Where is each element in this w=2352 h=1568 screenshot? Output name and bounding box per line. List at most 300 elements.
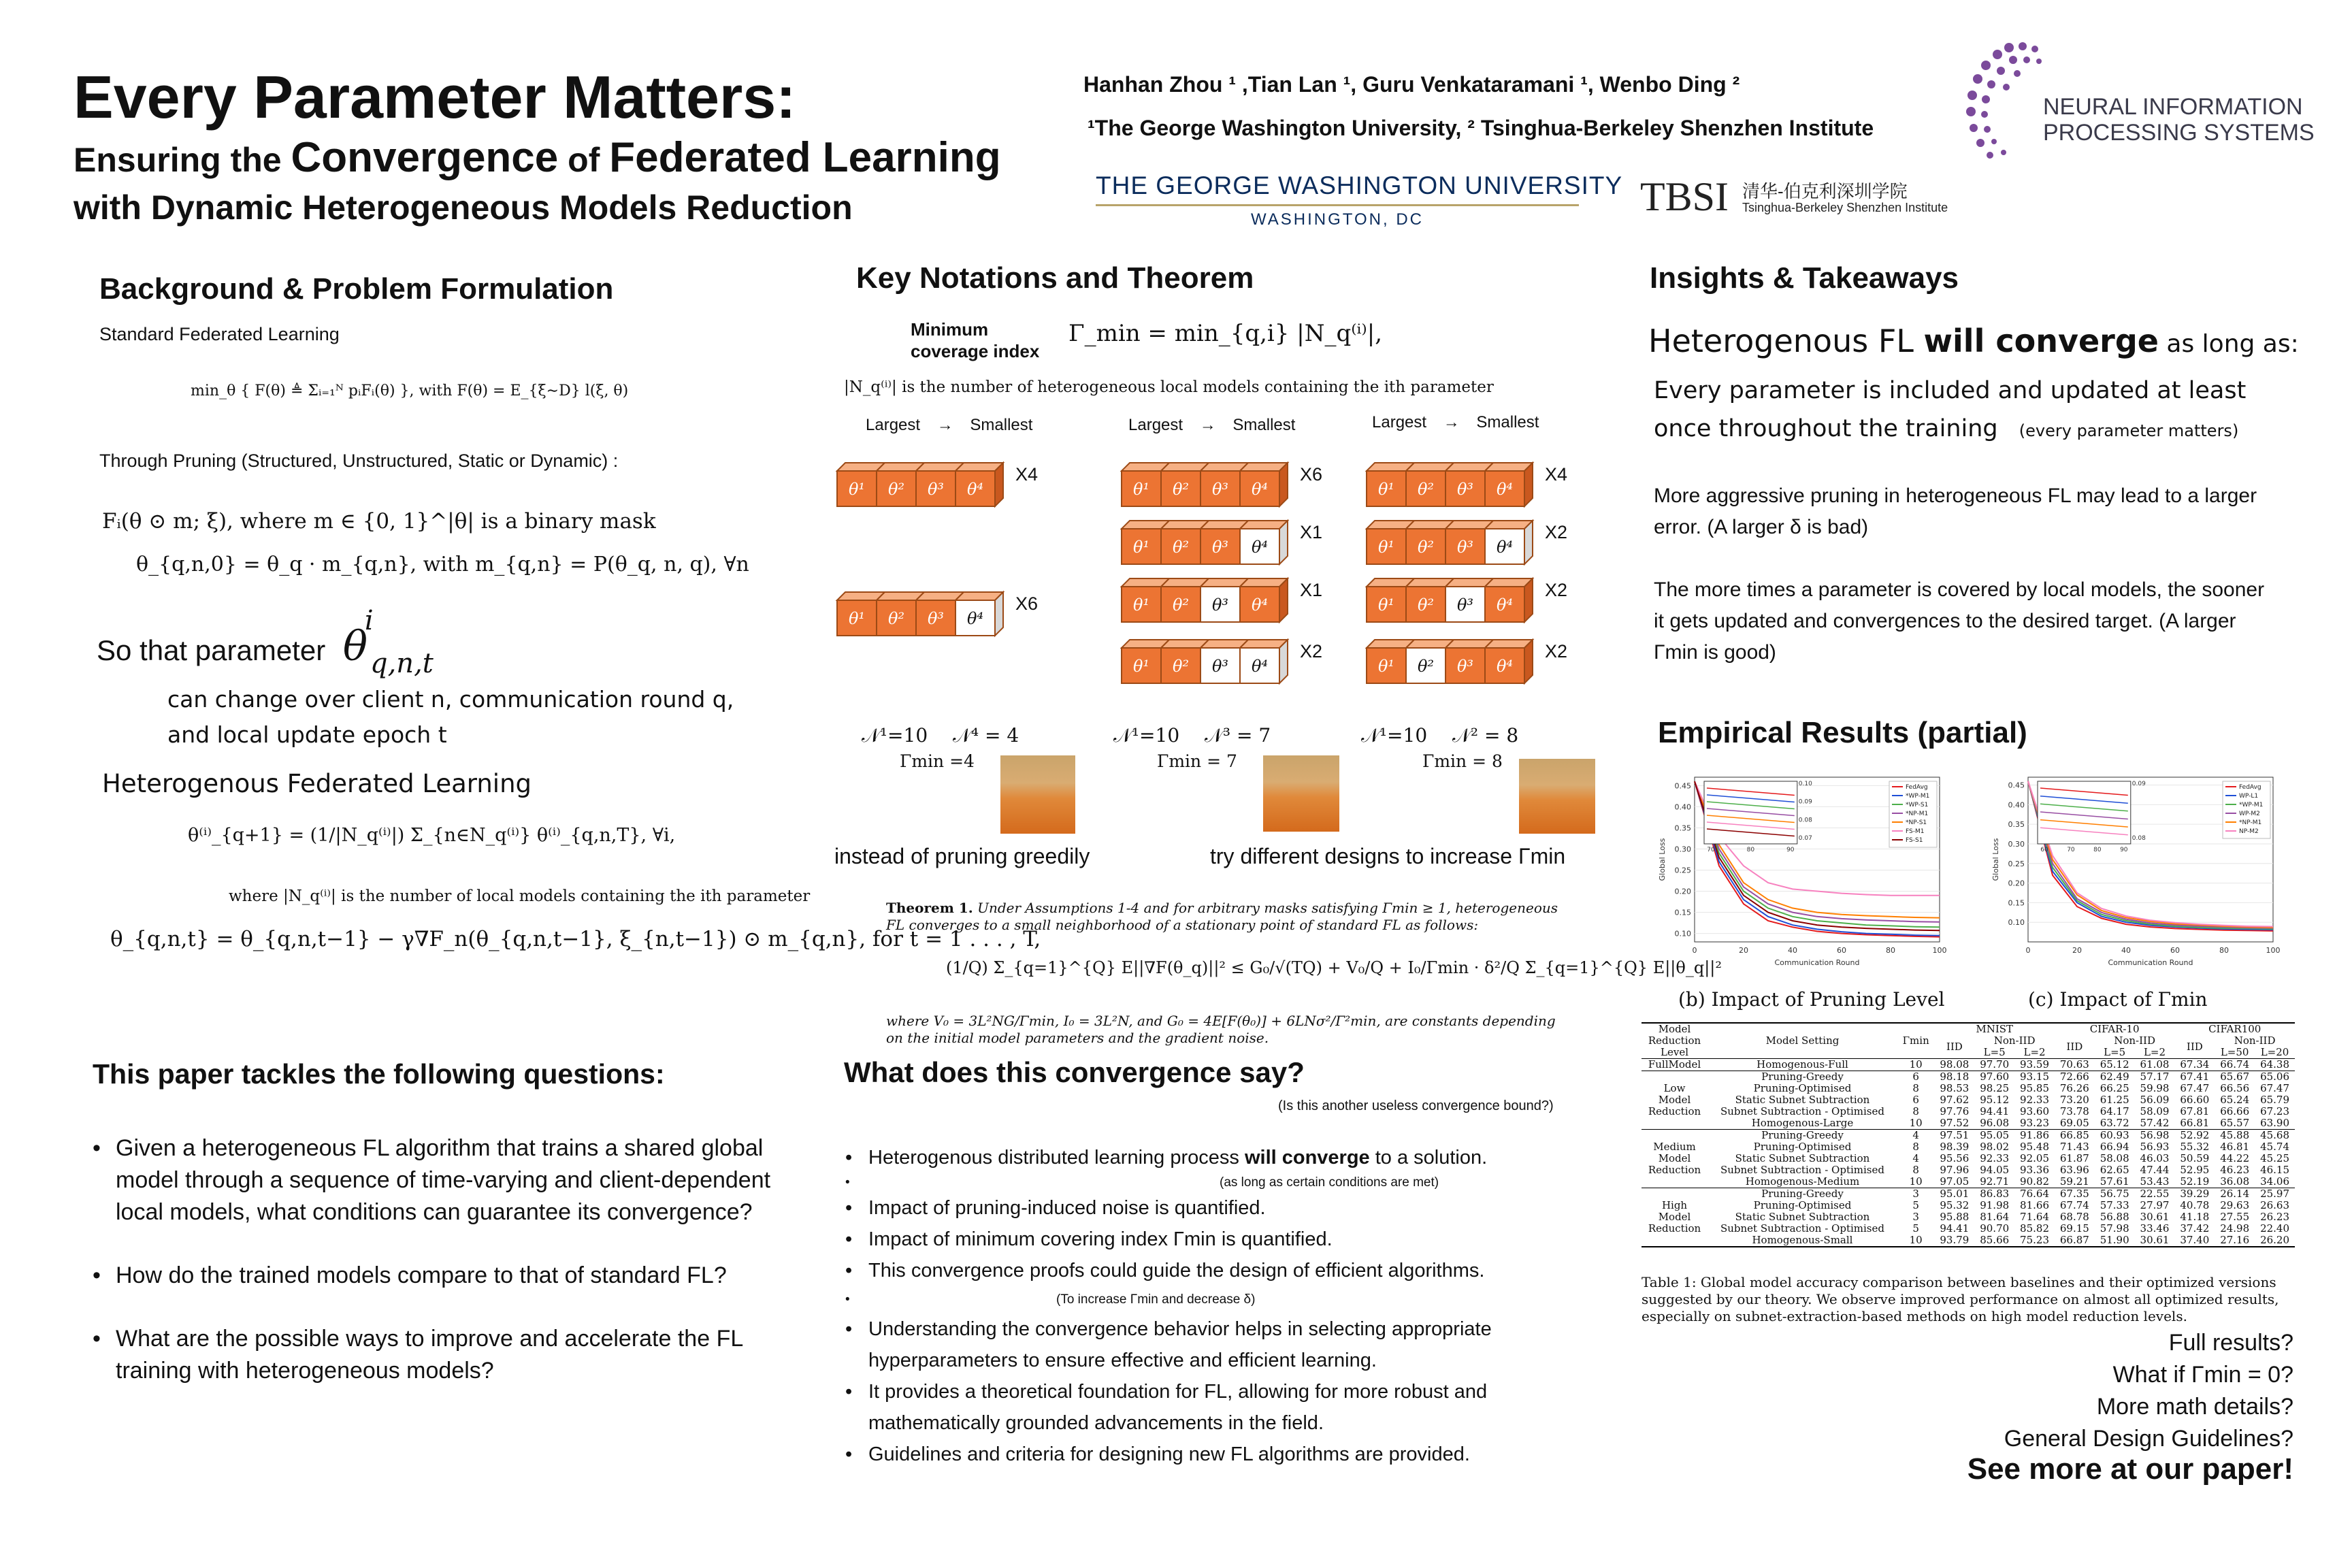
row-value: 47.44 (2140, 1164, 2170, 1176)
convergence-note (845, 1173, 1580, 1192)
table-row (1642, 1211, 2295, 1223)
table-row (1642, 1071, 2295, 1083)
legend-entry: WP-M2 (2239, 811, 2260, 817)
row-value: 37.42 (2180, 1222, 2210, 1235)
row-value: 93.15 (2020, 1071, 2049, 1083)
row-setting: Homogenous-Medium (1745, 1175, 1860, 1188)
gwu-logo-rule (1096, 204, 1579, 206)
row-setting: Static Subnet Subtraction (1735, 1152, 1870, 1164)
y-tick-label: 0.40 (1674, 802, 1691, 812)
table-header-row (1642, 1023, 2295, 1035)
header-dataset: MNIST (1976, 1023, 2014, 1035)
inset-x-tick: 60 (2040, 846, 2048, 853)
so-that-text: So that parameter (97, 634, 326, 666)
x-tick-label: 100 (2266, 946, 2280, 955)
row-value: 30.61 (2140, 1211, 2170, 1223)
row-setting: Pruning-Greedy (1761, 1188, 1844, 1200)
convergence-item: • This convergence proofs could guide the design of efficient algorithms. (845, 1255, 1580, 1286)
model-row (837, 463, 1038, 506)
param-box-side (1524, 463, 1533, 506)
row-value: 26.23 (2260, 1211, 2290, 1223)
row-multiplier: X1 (1300, 580, 1323, 600)
row-gamma: 8 (1912, 1164, 1919, 1176)
row-value: 58.08 (2100, 1152, 2129, 1164)
legend-entry: WP-L1 (2239, 793, 2259, 800)
table-caption: Table 1: Global model accuracy comparison between baselines and their optimized versions suggested by our theory. We observe improved performance on almost all optimized results, especially on subnet-extraction-based methods on high model reduction levels. (1642, 1274, 2279, 1324)
param-box-label: θ³ (1456, 480, 1474, 499)
design-3-gamma: Γmin = 8 (1422, 751, 1503, 771)
param-box-label: θ² (1417, 480, 1435, 499)
row-value: 56.93 (2140, 1141, 2170, 1153)
row-value: 66.60 (2180, 1094, 2210, 1106)
param-box-label: θ¹ (1377, 480, 1395, 499)
row-value: 72.66 (2059, 1071, 2089, 1083)
inset-x-tick: 70 (1707, 846, 1715, 853)
change-line1: can change over client n, communication round q, (167, 686, 734, 713)
x-tick-label: 80 (1886, 946, 1895, 955)
row-value: 56.88 (2100, 1211, 2129, 1223)
row-value: 57.17 (2140, 1071, 2170, 1083)
row-value: 67.47 (2260, 1082, 2290, 1094)
row-gamma: 6 (1912, 1094, 1919, 1106)
table-row (1642, 1188, 2295, 1200)
tbsi-logo-mark: TBSI (1640, 174, 1729, 219)
param-box-label: θ² (1172, 595, 1190, 615)
table-row (1642, 1106, 2295, 1117)
convergence-item4-note: (To increase Γmin and decrease δ) (1056, 1292, 1256, 1307)
converge-bold: will converge (1923, 323, 2159, 359)
row-value: 95.05 (1980, 1129, 2010, 1141)
design-3-nk: 𝒩² = 8 (1452, 724, 1519, 747)
header-l: L=5 (2104, 1046, 2126, 1058)
legend-entry: *WP-M1 (2239, 802, 2264, 808)
row-value: 50.59 (2180, 1152, 2210, 1164)
param-box-label: θ³ (1211, 657, 1229, 676)
header-iid: IID (1946, 1040, 1963, 1053)
convergence-item1-note: (as long as certain conditions are met) (1220, 1175, 1439, 1190)
y-tick-label: 0.25 (2008, 859, 2025, 868)
subtitle-part-2: of (558, 141, 610, 179)
question-item: • How do the trained models compare to that of standard FL? (93, 1260, 773, 1292)
y-tick-label: 0.30 (1674, 845, 1691, 854)
row-value: 97.62 (1940, 1094, 1970, 1106)
order-label-3 (1372, 413, 1539, 432)
header-noniid: Non-IID (2234, 1034, 2276, 1047)
chart-gamma-min (1987, 772, 2280, 976)
questions-heading: This paper tackles the following questions: (93, 1058, 665, 1090)
row-value: 65.57 (2220, 1117, 2250, 1129)
row-value: 22.40 (2260, 1222, 2290, 1235)
legend-entry: FS-S1 (1906, 837, 1923, 844)
row-value: 93.60 (2020, 1105, 2049, 1117)
insight-coverage: The more times a parameter is covered by local models, the sooner it gets updated and convergences to the desired target. (A larger Γmin is good) (1654, 578, 2265, 664)
row-gamma: 3 (1912, 1188, 1919, 1200)
param-box-label: θ⁴ (1496, 595, 1514, 615)
header-line: Level (1661, 1046, 1689, 1058)
row-value: 95.12 (1980, 1094, 2010, 1106)
row-value: 64.38 (2260, 1058, 2290, 1071)
row-setting: Homogenous-Large (1751, 1117, 1854, 1129)
x-tick-label: 60 (2170, 946, 2180, 955)
row-multiplier: X2 (1300, 641, 1323, 662)
row-value: 96.08 (1980, 1117, 2010, 1129)
design-3-n1: 𝒩¹=10 (1361, 724, 1428, 747)
smallest-label: Smallest (970, 416, 1033, 434)
row-value: 66.85 (2059, 1129, 2089, 1141)
gwu-logo-text: THE GEORGE WASHINGTON UNIVERSITY (1096, 172, 1623, 199)
row-value: 46.15 (2260, 1164, 2290, 1176)
row-value: 92.33 (1980, 1152, 2010, 1164)
results-table-wrap (1642, 1022, 2295, 1247)
y-tick-label: 0.20 (2008, 879, 2025, 888)
authors: Hanhan Zhou ¹ ,Tian Lan ¹, Guru Venkataramani ¹, Wenbo Ding ² (1083, 72, 1740, 97)
row-value: 91.86 (2020, 1129, 2049, 1141)
poster-title: Every Parameter Matters: (74, 63, 796, 131)
level-line: Reduction (1648, 1222, 1701, 1235)
param-box-label: θ⁴ (966, 480, 984, 499)
param-box-label: θ¹ (1377, 595, 1395, 615)
results-table (1642, 1022, 2295, 1247)
table-row (1642, 1117, 2295, 1130)
question-item: • What are the possible ways to improve and accelerate the FL training with heterogeneous models? (93, 1323, 773, 1387)
change-line2: and local update epoch t (167, 721, 447, 748)
inset-y-tick: 0.09 (2132, 781, 2146, 787)
row-gamma: 6 (1912, 1071, 1919, 1083)
y-tick-label: 0.15 (2008, 898, 2025, 908)
header-line: Reduction (1648, 1034, 1701, 1047)
row-setting: Pruning-Optimised (1753, 1199, 1852, 1211)
row-value: 95.48 (2020, 1141, 2049, 1153)
row-value: 24.98 (2220, 1222, 2250, 1235)
legend-entry: *WP-S1 (1906, 802, 1929, 808)
inset-y-tick: 0.07 (1798, 834, 1812, 842)
param-box-label: θ² (1417, 595, 1435, 615)
x-tick-label: 40 (2121, 946, 2131, 955)
level-line: High (1661, 1199, 1688, 1211)
param-box-label: θ³ (1211, 538, 1229, 557)
row-value: 51.90 (2100, 1234, 2129, 1246)
row-value: 98.08 (1940, 1058, 1970, 1071)
row-value: 63.90 (2260, 1117, 2290, 1129)
init-equation: θ_{q,n,0} = θ_q · m_{q,n}, with m_{q,n} = P(θ_q, n, q), ∀n (136, 553, 749, 576)
param-box-side (1524, 521, 1533, 564)
row-value: 95.01 (1940, 1188, 1970, 1200)
row-value: 57.98 (2100, 1222, 2129, 1235)
header-l: L=2 (2143, 1046, 2166, 1058)
row-setting: Subnet Subtraction - Optimised (1720, 1164, 1884, 1176)
model-row (1367, 521, 1567, 564)
row-value: 67.81 (2180, 1105, 2210, 1117)
y-tick-label: 0.45 (2008, 781, 2025, 790)
largest-label: Largest (1128, 416, 1183, 434)
header-iid: IID (2066, 1040, 2083, 1053)
row-setting: Pruning-Greedy (1761, 1129, 1844, 1141)
row-value: 98.25 (1980, 1082, 2010, 1094)
row-value: 93.79 (1940, 1234, 1970, 1246)
row-setting: Static Subnet Subtraction (1735, 1094, 1870, 1106)
param-box-label: θ³ (1211, 595, 1229, 615)
row-value: 98.53 (1940, 1082, 1970, 1094)
row-value: 71.64 (2020, 1211, 2049, 1223)
poster-subtitle-line2: with Dynamic Heterogeneous Models Reduction (74, 189, 853, 227)
row-value: 65.24 (2220, 1094, 2250, 1106)
convergence-item: • It provides a theoretical foundation for FL, allowing for more robust and mathematically grounded advancements in the field. (845, 1376, 1580, 1439)
row-setting: Static Subnet Subtraction (1735, 1211, 1870, 1223)
row-value: 45.25 (2260, 1152, 2290, 1164)
x-tick-label: 100 (1932, 946, 1946, 955)
row-multiplier: X2 (1545, 641, 1568, 662)
every-param: Every parameter is included and updated at least once throughout the training (1654, 377, 2247, 442)
background-heading: Background & Problem Formulation (99, 272, 614, 306)
row-value: 61.25 (2100, 1094, 2129, 1106)
design-1-nk: 𝒩⁴ = 4 (953, 724, 1019, 747)
param-box-label: θ¹ (1377, 657, 1395, 676)
convergence-subtitle: (Is this another useless convergence bound?) (1278, 1098, 1554, 1113)
converge-pre: Heterogenous FL (1648, 323, 1924, 359)
row-value: 65.06 (2260, 1071, 2290, 1083)
y-tick-label: 0.45 (1674, 781, 1691, 791)
row-multiplier: X4 (1545, 464, 1568, 485)
row-value: 92.05 (2020, 1152, 2049, 1164)
inset-x-tick: 80 (1746, 846, 1755, 853)
meme-image-approve-2 (1519, 759, 1595, 834)
questions-list (93, 1132, 773, 1387)
row-value: 94.41 (1980, 1105, 2010, 1117)
affiliations: ¹The George Washington University, ² Tsinghua-Berkeley Shenzhen Institute (1088, 116, 1874, 140)
inset-y-tick: 0.08 (2132, 834, 2146, 842)
row-gamma: 5 (1912, 1222, 1919, 1235)
local-update-equation: θ_{q,n,t} = θ_{q,n,t−1} − γ∇F_n(θ_{q,n,t−1}, ξ_{n,t−1}) ⊙ m_{q,n}, for t = 1 . . . , T, (110, 927, 1041, 951)
row-value: 85.82 (2020, 1222, 2049, 1235)
legend-entry: *NP-S1 (1906, 819, 1927, 826)
param-box-side (995, 592, 1003, 636)
row-value: 95.56 (1940, 1152, 1970, 1164)
smallest-label: Smallest (1476, 413, 1539, 431)
row-value: 61.87 (2059, 1152, 2089, 1164)
order-label-2 (1128, 416, 1295, 435)
row-value: 95.32 (1940, 1199, 1970, 1211)
row-value: 53.43 (2140, 1175, 2170, 1188)
tbsi-logo-cn: 清华-伯克利深圳学院 (1742, 181, 1908, 201)
row-value: 29.63 (2220, 1199, 2250, 1211)
row-value: 27.55 (2220, 1211, 2250, 1223)
row-value: 27.97 (2140, 1199, 2170, 1211)
n-definition: |N_q⁽ⁱ⁾| is the number of heterogeneous local models containing the ith parameter (844, 378, 1494, 396)
legend-entry: FS-M1 (1906, 828, 1925, 835)
param-box-side (1279, 463, 1288, 506)
inset-x-tick: 80 (2093, 846, 2102, 853)
param-box-label: θ² (887, 480, 905, 499)
row-multiplier: X2 (1545, 580, 1568, 600)
row-multiplier: X6 (1015, 593, 1039, 614)
param-box-label: θ¹ (1132, 538, 1150, 557)
row-value: 95.88 (1940, 1211, 1970, 1223)
param-box-label: θ⁴ (1251, 538, 1269, 557)
param-box-label: θ⁴ (966, 609, 984, 628)
y-tick-label: 0.10 (2008, 918, 2025, 928)
param-box-label: θ² (1172, 657, 1190, 676)
row-value: 90.70 (1980, 1222, 2010, 1235)
row-value: 69.05 (2059, 1117, 2089, 1129)
design-1-n1: 𝒩¹=10 (862, 724, 928, 747)
table-row (1642, 1083, 2295, 1094)
header-model-setting: Model Setting (1765, 1034, 1840, 1047)
convergence-item: • Understanding the convergence behavior helps in selecting appropriate hyperparameters to ensure effective and efficient learning. (845, 1313, 1580, 1376)
model-row (1367, 463, 1567, 506)
row-value: 94.05 (1980, 1164, 2010, 1176)
see-more-link[interactable]: See more at our paper! (1967, 1452, 2293, 1486)
design-1-counts (862, 724, 1019, 747)
subtitle-part-0: Ensuring the (74, 141, 291, 179)
row-value: 46.03 (2140, 1152, 2170, 1164)
param-box-side (1279, 521, 1288, 564)
row-value: 52.19 (2180, 1175, 2210, 1188)
row-value: 27.16 (2220, 1234, 2250, 1246)
neurips-logo-line2: PROCESSING SYSTEMS (2043, 120, 2315, 146)
row-value: 65.79 (2260, 1094, 2290, 1106)
row-value: 58.09 (2140, 1105, 2170, 1117)
convergence-item: • Guidelines and criteria for designing new FL algorithms are provided. (845, 1439, 1580, 1470)
poster-subtitle-line1 (74, 133, 1001, 182)
theorem-label: Theorem 1. (886, 900, 973, 916)
model-row (1122, 521, 1322, 564)
row-value: 26.20 (2260, 1234, 2290, 1246)
subtitle-part-1: Convergence (291, 134, 559, 181)
param-box-label: θ¹ (1132, 657, 1150, 676)
row-value: 56.09 (2140, 1094, 2170, 1106)
row-value: 97.52 (1940, 1117, 1970, 1129)
legend-entry: FedAvg (2239, 784, 2261, 791)
convergence-heading: What does this convergence say? (844, 1056, 1305, 1088)
converge-post: as long as: (2158, 330, 2299, 358)
row-value: 62.49 (2100, 1071, 2129, 1083)
subtitle-part-3: Federated Learning (609, 134, 1001, 181)
design-2-gamma: Γmin = 7 (1157, 751, 1237, 771)
inset-x-tick: 70 (2067, 846, 2075, 853)
row-value: 98.02 (1980, 1141, 2010, 1153)
row-value: 57.42 (2140, 1117, 2170, 1129)
row-value: 97.70 (1980, 1058, 2010, 1071)
inset-x-tick: 90 (2120, 846, 2128, 853)
row-value: 76.64 (2020, 1188, 2049, 1200)
param-box-label: θ² (887, 609, 905, 628)
table-row (1642, 1094, 2295, 1106)
row-value: 71.43 (2059, 1141, 2089, 1153)
tbsi-logo-en: Tsinghua-Berkeley Shenzhen Institute (1742, 201, 1948, 214)
convergence-item (845, 1142, 1580, 1173)
param-box-label: θ⁴ (1251, 480, 1269, 499)
header-line: Model (1658, 1023, 1691, 1035)
converge-line (1648, 323, 2299, 359)
row-value: 52.95 (2180, 1164, 2210, 1176)
row-value: 45.68 (2260, 1129, 2290, 1141)
meme-image-approve-1 (1263, 755, 1339, 832)
design-2-counts (1113, 724, 1271, 747)
level-line: Model (1658, 1152, 1691, 1164)
param-box-label: θ² (1417, 657, 1435, 676)
gamma-min-definition: Γ_min = min_{q,i} |N_q⁽ⁱ⁾|, (1068, 320, 1383, 347)
x-tick-label: 0 (1692, 946, 1697, 955)
param-box-label: θ² (1172, 538, 1190, 557)
empirical-heading: Empirical Results (partial) (1658, 716, 2027, 749)
row-setting: Pruning-Greedy (1761, 1071, 1844, 1083)
row-value: 46.81 (2220, 1141, 2250, 1153)
table-row (1642, 1176, 2295, 1188)
row-value: 56.98 (2140, 1129, 2170, 1141)
table-row (1642, 1200, 2295, 1211)
arrow-icon: → (936, 416, 953, 434)
row-gamma: 8 (1912, 1105, 1919, 1117)
every-param-text (1654, 372, 2280, 450)
row-value: 93.36 (2020, 1164, 2049, 1176)
row-value: 37.40 (2180, 1234, 2210, 1246)
x-tick-label: 40 (1788, 946, 1797, 955)
row-value: 57.33 (2100, 1199, 2129, 1211)
level-line: Model (1658, 1094, 1691, 1106)
header-l: L=2 (2023, 1046, 2046, 1058)
y-tick-label: 0.30 (2008, 839, 2025, 849)
model-row (1122, 463, 1322, 506)
header-l: L=50 (2220, 1046, 2249, 1058)
row-value: 57.61 (2100, 1175, 2129, 1188)
row-value: 91.98 (1980, 1199, 2010, 1211)
convergence-item1-post: to a solution. (1369, 1147, 1488, 1169)
param-box-label: θ¹ (1132, 480, 1150, 499)
row-value: 97.05 (1940, 1175, 1970, 1188)
x-tick-label: 0 (2025, 946, 2031, 955)
param-box-label: θ¹ (848, 609, 866, 628)
param-box-side (1279, 578, 1288, 622)
row-value: 66.25 (2100, 1082, 2129, 1094)
row-level (1642, 1130, 1708, 1188)
row-gamma: 3 (1912, 1211, 1919, 1223)
question-item: • Given a heterogeneous FL algorithm that trains a shared global model through a sequence of time-varying and client-dependent local models, what conditions can guarantee its convergence? (93, 1132, 773, 1228)
row-value: 94.41 (1940, 1222, 1970, 1235)
row-value: 97.60 (1980, 1071, 2010, 1083)
caption-designs: try different designs to increase Γmin (1210, 844, 1566, 868)
convergence-item: • Impact of pruning-induced noise is quantified. (845, 1192, 1580, 1224)
more-item: What if Γmin = 0? (2112, 1362, 2293, 1388)
header-l: L=5 (1983, 1046, 2006, 1058)
row-setting: Homogenous-Small (1752, 1234, 1853, 1246)
largest-label: Largest (866, 416, 921, 434)
x-axis-label: Communication Round (2108, 958, 2193, 967)
convergence-item1-bold: will converge (1244, 1147, 1370, 1169)
row-value: 73.20 (2059, 1094, 2089, 1106)
y-tick-label: 0.10 (1674, 929, 1691, 938)
header-iid: IID (2186, 1040, 2203, 1053)
y-tick-label: 0.20 (1674, 887, 1691, 896)
row-value: 66.87 (2059, 1234, 2089, 1246)
row-setting: Subnet Subtraction - Optimised (1720, 1222, 1884, 1235)
row-setting: Pruning-Optimised (1753, 1082, 1852, 1094)
design-2-n1: 𝒩¹=10 (1113, 724, 1180, 747)
aggregation-note: where |N_q⁽ⁱ⁾| is the number of local models containing the ith parameter (229, 887, 811, 905)
design-1-gamma: Γmin =4 (900, 751, 975, 771)
gwu-logo (1096, 172, 1623, 240)
header-noniid: Non-IID (2114, 1034, 2155, 1047)
legend-entry: *NP-M1 (1906, 811, 1929, 817)
model-row (1367, 640, 1567, 683)
row-level (1642, 1188, 1708, 1247)
param-box-label: θ³ (1456, 657, 1474, 676)
inset-x-tick: 90 (1786, 846, 1795, 853)
x-tick-label: 20 (2072, 946, 2082, 955)
table-row (1642, 1141, 2295, 1153)
x-axis-label: Communication Round (1774, 958, 1860, 967)
row-setting: Homogenous-Full (1757, 1058, 1848, 1071)
model-row (1122, 578, 1322, 622)
